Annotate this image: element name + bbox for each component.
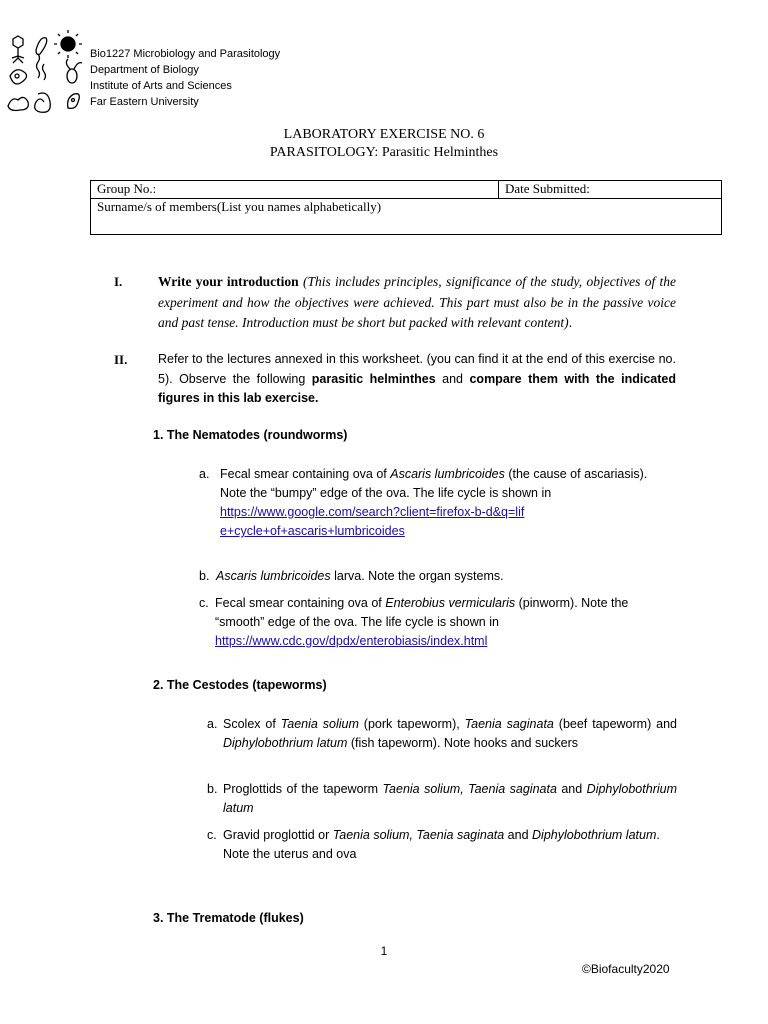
nematodes-item-c — [199, 594, 677, 651]
enterobiasis-life-cycle-link[interactable]: https://www.cdc.gov/dpdx/enterobiasis/index.html — [215, 634, 488, 648]
ascaris-life-cycle-link[interactable]: https://www.google.com/search?client=firefox-b-d&q=life+cycle+of+ascaris+lumbricoides — [220, 505, 525, 538]
nematodes-item-c-species: Enterobius vermicularis — [385, 596, 516, 610]
section-two-paragraph — [158, 350, 676, 409]
cestodes-item-b-text2: and — [556, 782, 587, 796]
cestodes-item-a-sp1: Taenia solium — [280, 717, 359, 731]
cestodes-item-b-label: b. — [207, 782, 218, 796]
department-name: Department of Biology — [90, 64, 199, 76]
group-number-label: Group No.: — [97, 181, 157, 196]
section-one-lead: Write your introduction — [158, 274, 299, 289]
nematodes-item-a-label: a. — [199, 467, 210, 481]
cestodes-item-b-text1: Proglottids of the tapeworm — [223, 782, 383, 796]
cestodes-item-c — [207, 826, 677, 864]
section-two-text-b: and — [435, 371, 470, 386]
nematodes-item-c-label: c. — [199, 596, 209, 610]
nematodes-item-c-text2: (pinworm). Note the “smooth” edge of the ova. The life cycle is shown in — [215, 596, 629, 629]
cestodes-item-a-sp3: Diphylobothrium latum — [223, 736, 348, 750]
nematodes-item-c-text1: Fecal smear containing ova of — [215, 596, 386, 610]
section-two-text-a: Refer to the lectures annexed in this worksheet. (you can find it at the end of this exercise no. 5). Observe the following — [158, 352, 676, 386]
cestodes-item-a-text1: Scolex of — [223, 717, 281, 731]
cestodes-item-a-text3: (beef tapeworm) and — [553, 717, 678, 731]
page-number: 1 — [380, 944, 388, 958]
nematodes-item-a — [199, 465, 677, 541]
nematodes-item-b-text: larva. Note the organ systems. — [330, 569, 504, 583]
cestodes-item-c-sp1: Taenia solium, Taenia saginata — [332, 828, 505, 842]
section-two-number: II. — [114, 352, 128, 367]
section-one-instructions: (This includes principles, significance of the study, objectives of the experiment and how the objectives were achieved. This part must also be in the passive voice and past tense. Introduction must be short but packed with relevant content) — [158, 274, 676, 330]
cestodes-item-c-text1: Gravid proglottid or — [223, 828, 333, 842]
cestodes-item-c-text3: . Note the uterus and ova — [223, 828, 660, 861]
nematodes-heading: 1. The Nematodes (roundworms) — [153, 428, 348, 442]
section-two-bold-a: parasitic helminthes — [311, 371, 436, 386]
cestodes-item-a-text4: (fish tapeworm). Note hooks and suckers — [347, 736, 579, 750]
section-one-number: I. — [114, 274, 123, 289]
course-name: Bio1227 Microbiology and Parasitology — [90, 48, 281, 60]
microbes-logo-icon — [4, 30, 84, 116]
nematodes-item-a-species: Ascaris lumbricoides — [390, 467, 505, 481]
date-submitted-label: Date Submitted: — [505, 181, 590, 196]
exercise-title: LABORATORY EXERCISE NO. 6 — [283, 127, 485, 142]
nematodes-item-b-label: b. — [199, 569, 210, 583]
nematodes-item-a-text2: (the cause of ascariasis). Note the “bumpy” edge of the ova. The life cycle is shown in — [220, 467, 648, 500]
members-label: Surname/s of members(List you names alphabetically) — [97, 199, 382, 214]
date-submitted-field[interactable] — [499, 181, 722, 199]
cestodes-item-b — [207, 780, 677, 818]
cestodes-item-a — [207, 715, 677, 753]
cestodes-item-a-label: a. — [207, 717, 218, 731]
trematodes-heading: 3. The Trematode (flukes) — [153, 911, 304, 925]
header-block — [90, 46, 280, 110]
cestodes-item-b-sp1: Taenia solium, Taenia saginata — [382, 782, 557, 796]
institute-name: Institute of Arts and Sciences — [90, 80, 232, 92]
group-number-field[interactable] — [91, 181, 499, 199]
cestodes-item-c-sp2: Diphylobothrium latum — [532, 828, 657, 842]
cestodes-item-b-sp2: Diphylobothrium latum — [223, 782, 677, 815]
cestodes-item-a-text2: (pork tapeworm), — [358, 717, 465, 731]
section-one-paragraph — [158, 272, 676, 334]
section-one-end: . — [568, 315, 573, 330]
cestodes-item-c-text2: and — [504, 828, 533, 842]
members-field[interactable] — [91, 199, 722, 235]
section-two-bold-b: compare them with the indicated figures in this lab exercise. — [158, 371, 676, 405]
nematodes-item-b-species: Ascaris lumbricoides — [216, 569, 331, 583]
cestodes-item-a-sp2: Taenia saginata — [464, 717, 554, 731]
university-name: Far Eastern University — [90, 96, 199, 108]
submission-info-table — [90, 180, 722, 235]
exercise-subtitle: PARASITOLOGY: Parasitic Helminthes — [269, 145, 499, 160]
copyright-notice: ©Biofaculty2020 — [582, 962, 670, 976]
cestodes-item-c-label: c. — [207, 828, 217, 842]
cestodes-heading: 2. The Cestodes (tapeworms) — [153, 678, 327, 692]
nematodes-item-a-text1: Fecal smear containing ova of — [220, 467, 391, 481]
nematodes-item-b — [199, 567, 677, 586]
